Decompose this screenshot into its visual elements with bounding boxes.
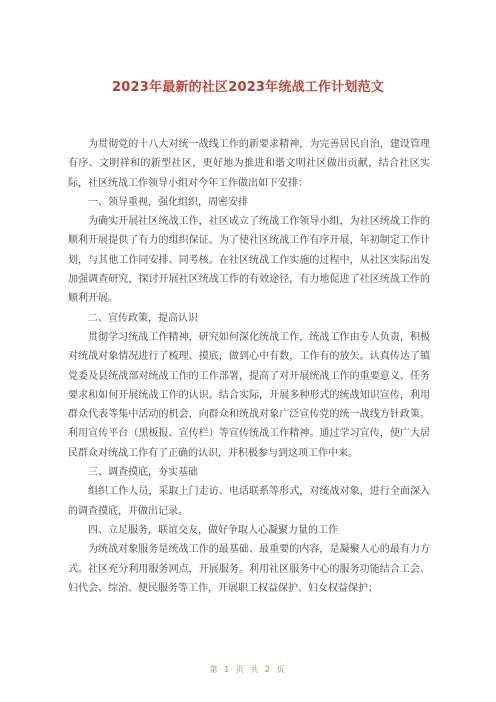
document-body <box>68 135 430 598</box>
paragraph-section-3: 组织工作人员，采取上门走访、电话联系等形式，对统战对象，进行全面深入的调查摸底，并做出记录。 <box>68 486 430 517</box>
section-heading-3: 三、调查摸底，夯实基础 <box>88 467 198 479</box>
page-number-footer: 第 1 页 共 2 页 <box>209 665 287 674</box>
paragraph-section-1: 为确实开展社区统战工作，社区成立了统战工作领导小组，为社区统战工作的顺利开展提供了有力的组织保证。为了使社区统战工作有序开展，年初制定工作计划，与其他工作同安排、同考核。在社区统战工作实施的过程中，从社区实际出发加强调查研究，探讨开展社区统战工作的有效途径，有力地促进了社区统战工作的顺利开展。 <box>68 216 430 305</box>
paragraph-intro: 为贯彻党的十八大对统一战线工作的新要求精神，为完善居民自治，建设管理有序、文明祥和的新型社区，更好地为推进和谐文明社区做出贡献，结合社区实际，社区统战工作领导小组对今年工作做出如下安排： <box>68 139 430 189</box>
section-heading-4: 四、立足服务，联谊交友，做好争取人心凝聚力量的工作 <box>88 524 338 536</box>
paragraph-section-2: 贯彻学习统战工作精神，研究如何深化统战工作，统战工作由专人负责，积极对统战对象情况进行了梳理、摸底，做到心中有数，工作有的放矢。认真传达了镇党委及县统战部对统战工作的工作部署，提高了对开展统战工作的重要意义、任务要求和如何开展统战工作的认识。结合实际，开展多种形式的统战知识宣传，利用群众代表等集中活动的机会，向群众和统战对象广泛宣传党的统一战线方针政策。利用宣传平台（黑板报、宣传栏）等宣传统战工作精神。通过学习宣传，使广大居民群众对统战工作有了正确的认识，并积极参与到这项工作中来。 <box>68 331 430 459</box>
document-title: 2023年最新的社区2023年统战工作计划范文 <box>112 80 384 95</box>
section-heading-1: 一、领导重视，强化组织，周密安排 <box>88 196 248 208</box>
paragraph-section-4: 为统战对象服务是统战工作的最基础、最重要的内容，是凝聚人心的最有力方式。社区充分利用服务网点，开展服务。利用社区服务中心的服务功能结合工会、妇代会、综治、便民服务等工作，开展职工权益保护、妇女权益保护； <box>68 544 430 594</box>
section-heading-2: 二、宣传政策，提高认识 <box>88 312 198 324</box>
